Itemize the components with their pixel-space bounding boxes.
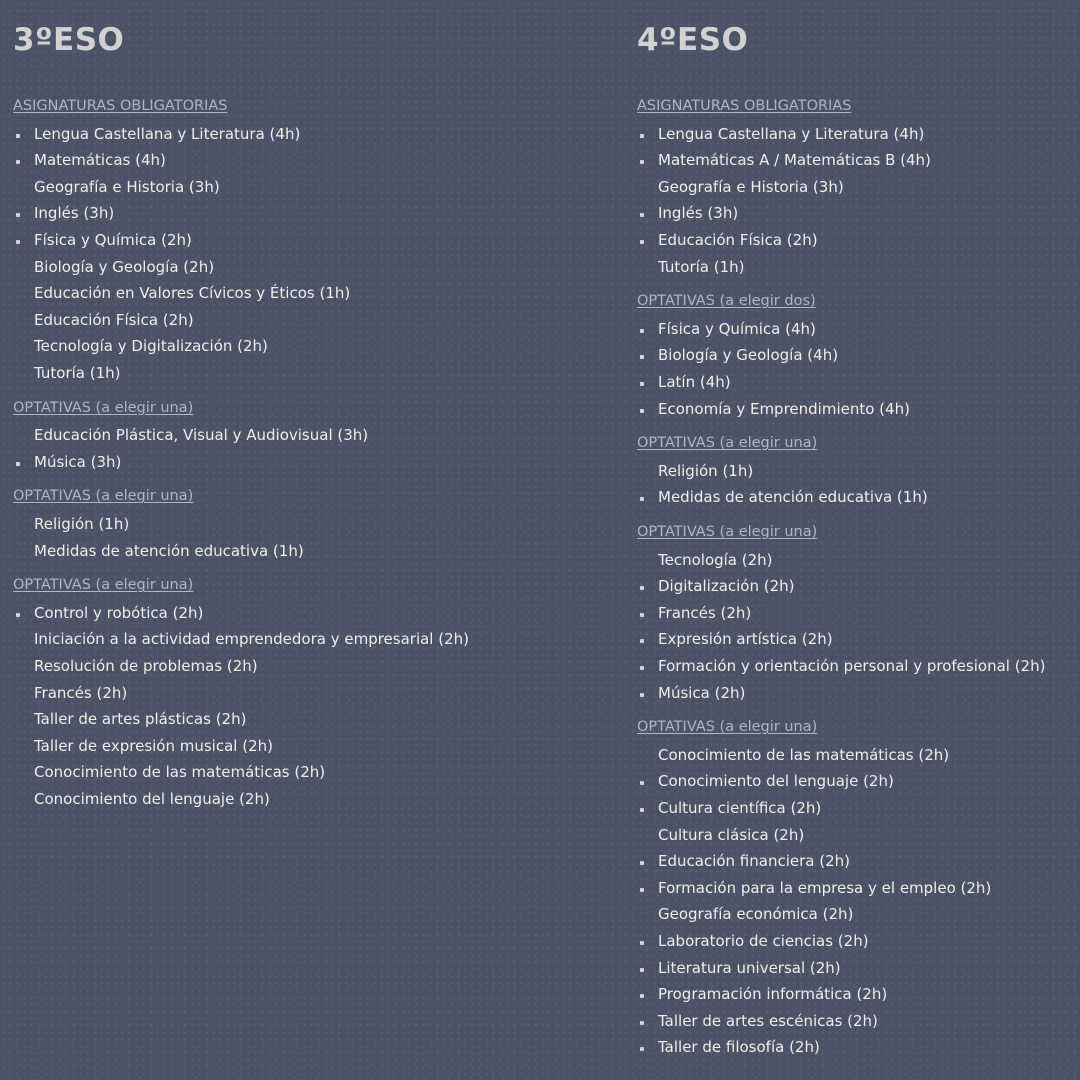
subject-item: Educación en Valores Cívicos y Éticos (1h) <box>34 284 351 303</box>
subject-item: Música (2h) <box>658 683 746 702</box>
bullet-icon <box>640 329 644 333</box>
bullet-icon <box>640 409 644 413</box>
bullet-icon <box>16 613 20 617</box>
bullet-icon <box>16 160 20 164</box>
bullet-icon <box>16 134 20 138</box>
subject-item: Iniciación a la actividad emprendedora y empresarial (2h) <box>34 630 469 649</box>
bullet-icon <box>640 240 644 244</box>
bullet-icon <box>640 134 644 138</box>
subject-item: Lengua Castellana y Literatura (4h) <box>658 124 925 143</box>
bullet-icon <box>640 861 644 865</box>
subject-item: Francés (2h) <box>658 603 752 622</box>
column-4eso <box>637 0 1080 1080</box>
subject-item: Matemáticas A / Matemáticas B (4h) <box>658 151 931 170</box>
subject-item: Control y robótica (2h) <box>34 603 204 622</box>
subject-item: Cultura clásica (2h) <box>658 825 805 844</box>
section-heading: OPTATIVAS (a elegir una) <box>13 488 194 505</box>
subject-item: Resolución de problemas (2h) <box>34 657 258 675</box>
subject-item: Conocimiento del lenguaje (2h) <box>34 790 270 808</box>
bullet-icon <box>640 781 644 785</box>
bullet-icon <box>640 968 644 972</box>
subject-item: Geografía económica (2h) <box>658 905 854 924</box>
subject-item: Geografía e Historia (3h) <box>34 177 220 196</box>
subject-item: Digitalización (2h) <box>658 577 795 596</box>
subject-item: Física y Química (4h) <box>658 319 816 338</box>
section-heading: OPTATIVAS (a elegir una) <box>13 399 194 416</box>
subject-item: Lengua Castellana y Literatura (4h) <box>34 124 301 143</box>
subject-item: Música (3h) <box>34 452 122 471</box>
subject-item: Tecnología y Digitalización (2h) <box>34 337 268 356</box>
subject-item: Geografía e Historia (3h) <box>658 177 844 196</box>
bullet-icon <box>640 808 644 812</box>
bullet-icon <box>640 213 644 217</box>
section-heading: OPTATIVAS (a elegir una) <box>637 719 818 736</box>
subject-item: Formación para la empresa y el empleo (2h) <box>658 878 992 897</box>
bullet-icon <box>640 1021 644 1025</box>
subject-item: Taller de filosofía (2h) <box>658 1038 820 1057</box>
bullet-icon <box>640 994 644 998</box>
bullet-icon <box>640 888 644 892</box>
subject-item: Cultura científica (2h) <box>658 799 822 817</box>
bullet-icon <box>640 941 644 945</box>
bullet-icon <box>16 462 20 466</box>
bullet-icon <box>16 240 20 244</box>
subject-item: Laboratorio de ciencias (2h) <box>658 932 869 950</box>
subject-item: Tecnología (2h) <box>658 550 773 569</box>
bullet-icon <box>640 586 644 590</box>
column-3eso <box>13 0 553 1080</box>
subject-item: Conocimiento de las matemáticas (2h) <box>658 745 950 764</box>
subject-item: Taller de artes plásticas (2h) <box>34 710 247 729</box>
bullet-icon <box>640 666 644 670</box>
subject-item: Conocimiento de las matemáticas (2h) <box>34 763 326 782</box>
subject-item: Educación financiera (2h) <box>658 852 850 871</box>
section-heading: OPTATIVAS (a elegir una) <box>13 577 194 594</box>
subject-item: Educación Plástica, Visual y Audiovisual (3h) <box>34 426 369 445</box>
subject-item: Física y Química (2h) <box>34 231 192 249</box>
bullet-icon <box>640 160 644 164</box>
bullet-icon <box>640 1047 644 1051</box>
subject-item: Literatura universal (2h) <box>658 958 841 977</box>
subject-item: Economía y Emprendimiento (4h) <box>658 399 910 418</box>
section-heading: OPTATIVAS (a elegir una) <box>637 435 818 452</box>
subject-item: Biología y Geología (2h) <box>34 257 215 276</box>
subject-item: Medidas de atención educativa (1h) <box>34 541 304 560</box>
section-heading: OPTATIVAS (a elegir dos) <box>637 293 816 310</box>
section-heading: ASIGNATURAS OBLIGATORIAS <box>637 98 852 114</box>
subject-item: Religión (1h) <box>658 461 754 480</box>
subject-item: Francés (2h) <box>34 683 128 702</box>
subject-item: Educación Física (2h) <box>658 231 818 249</box>
subject-item: Expresión artística (2h) <box>658 630 833 649</box>
bullet-icon <box>640 382 644 386</box>
subject-item: Medidas de atención educativa (1h) <box>658 488 928 507</box>
subject-item: Conocimiento del lenguaje (2h) <box>658 772 894 791</box>
subject-item: Inglés (3h) <box>658 204 739 223</box>
subject-item: Taller de expresión musical (2h) <box>34 736 273 755</box>
section-heading: ASIGNATURAS OBLIGATORIAS <box>13 98 228 114</box>
subject-item: Matemáticas (4h) <box>34 151 166 170</box>
section-heading: OPTATIVAS (a elegir una) <box>637 524 818 540</box>
subject-item: Programación informática (2h) <box>658 985 888 1004</box>
bullet-icon <box>640 355 644 359</box>
subject-item: Latín (4h) <box>658 373 731 391</box>
bullet-icon <box>640 497 644 501</box>
bullet-icon <box>640 613 644 617</box>
column-title: 4ºESO <box>637 22 749 58</box>
subject-item: Taller de artes escénicas (2h) <box>658 1011 878 1030</box>
subject-item: Religión (1h) <box>34 515 130 533</box>
bullet-icon <box>640 693 644 697</box>
subject-item: Biología y Geología (4h) <box>658 346 839 365</box>
bullet-icon <box>640 639 644 643</box>
subject-item: Tutoría (1h) <box>34 364 121 382</box>
bullet-icon <box>16 213 20 217</box>
subject-item: Educación Física (2h) <box>34 310 194 329</box>
subject-item: Formación y orientación personal y profesional (2h) <box>658 657 1046 675</box>
column-title: 3ºESO <box>13 22 125 58</box>
subject-item: Inglés (3h) <box>34 204 115 223</box>
subject-item: Tutoría (1h) <box>658 257 745 276</box>
